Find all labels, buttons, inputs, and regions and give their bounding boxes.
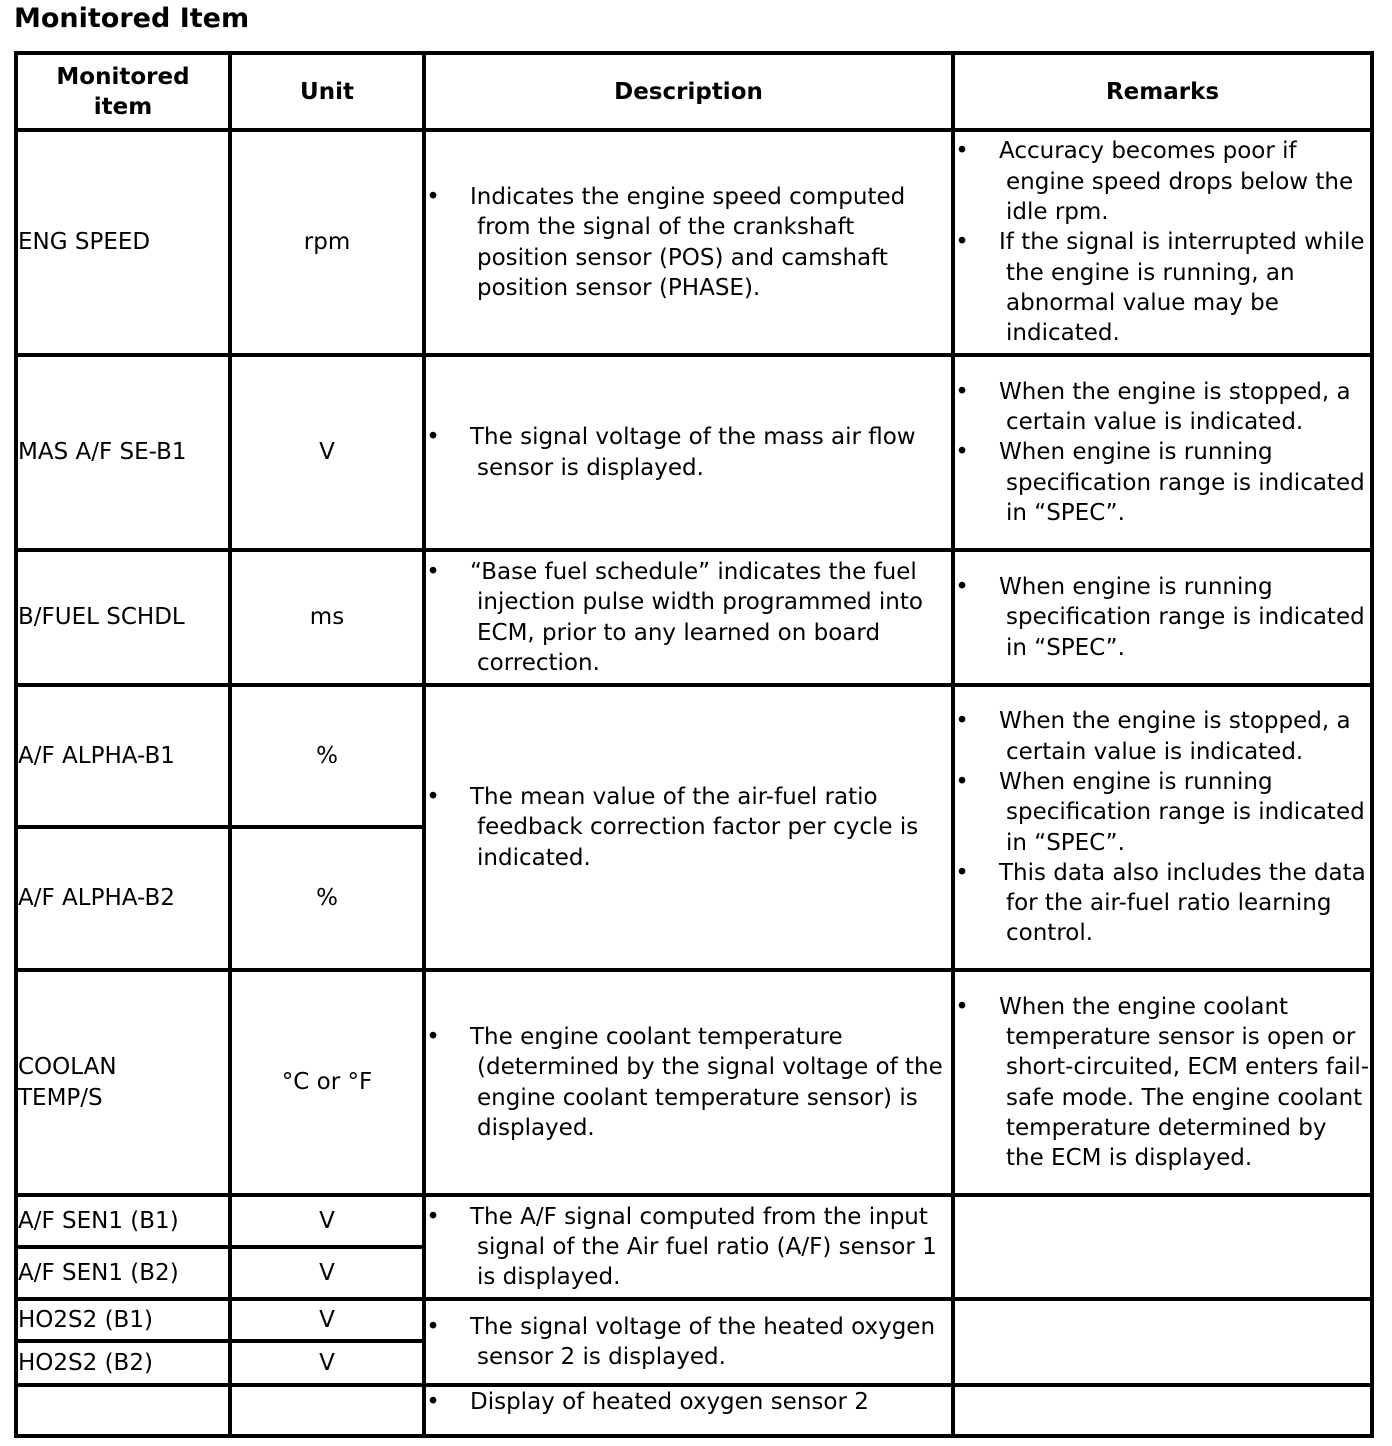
page-title: Monitored Item xyxy=(14,3,250,34)
remarks-cell xyxy=(953,1385,1372,1436)
description-bullet: • The A/F signal computed from the input signal of the Air fuel ratio (A/F) sensor 1 is displayed. xyxy=(426,1202,951,1293)
unit-cell: ms xyxy=(230,550,424,685)
description-bullet: • The engine coolant temperature (determined by the signal voltage of the engine coolant temperature sensor) is displayed. xyxy=(426,1022,951,1143)
unit-cell: V xyxy=(230,355,424,550)
remark-bullet: • If the signal is interrupted while the engine is running, an abnormal value may be indicated. xyxy=(955,227,1370,348)
description-bullet: • The mean value of the air-fuel ratio feedback correction factor per cycle is indicated. xyxy=(426,782,951,873)
table-row-last xyxy=(16,1385,1372,1436)
description-cell xyxy=(424,550,953,685)
remarks-cell xyxy=(953,1299,1372,1385)
remarks-cell xyxy=(953,130,1372,355)
unit-cell: % xyxy=(230,827,424,970)
item-cell: HO2S2 (B1) xyxy=(16,1299,230,1341)
description-bullet: • The signal voltage of the heated oxygen sensor 2 is displayed. xyxy=(426,1312,951,1373)
table-row-af-alpha-b1 xyxy=(16,685,1372,827)
table-row-ho2s2-b1 xyxy=(16,1299,1372,1341)
header-description: Description xyxy=(424,53,953,130)
description-bullet: • The signal voltage of the mass air flow sensor is displayed. xyxy=(426,422,951,483)
item-cell: B/FUEL SCHDL xyxy=(16,550,230,685)
remark-bullet: • When engine is running specification range is indicated in “SPEC”. xyxy=(955,437,1370,528)
item-cell: A/F SEN1 (B1) xyxy=(16,1195,230,1247)
description-bullet: • Display of heated oxygen sensor 2 xyxy=(426,1387,951,1417)
item-line: COOLAN xyxy=(18,1054,117,1081)
table-row-mas-af xyxy=(16,355,1372,550)
unit-cell: V xyxy=(230,1341,424,1385)
description-cell xyxy=(424,1385,953,1436)
remark-bullet: • When engine is running specification range is indicated in “SPEC”. xyxy=(955,572,1370,663)
unit-cell: V xyxy=(230,1247,424,1299)
item-cell: HO2S2 (B2) xyxy=(16,1341,230,1385)
header-unit: Unit xyxy=(230,53,424,130)
unit-cell: V xyxy=(230,1195,424,1247)
item-cell xyxy=(16,1385,230,1436)
description-cell xyxy=(424,355,953,550)
table-row-coolan-temp xyxy=(16,970,1372,1195)
remarks-cell xyxy=(953,355,1372,550)
header-monitored-item: Monitored item xyxy=(16,53,230,130)
item-cell: A/F ALPHA-B1 xyxy=(16,685,230,827)
remark-bullet: • When the engine is stopped, a certain value is indicated. xyxy=(955,377,1370,438)
unit-cell: rpm xyxy=(230,130,424,355)
remark-bullet: • When engine is running specification range is indicated in “SPEC”. xyxy=(955,767,1370,858)
remarks-cell xyxy=(953,685,1372,970)
item-line: TEMP/S xyxy=(18,1084,103,1111)
description-cell xyxy=(424,685,953,970)
description-cell xyxy=(424,1195,953,1299)
description-cell xyxy=(424,130,953,355)
item-cell: ENG SPEED xyxy=(16,130,230,355)
unit-cell: V xyxy=(230,1299,424,1341)
remarks-cell xyxy=(953,970,1372,1195)
table-row-bfuel xyxy=(16,550,1372,685)
item-cell xyxy=(16,970,230,1195)
monitored-item-table xyxy=(14,51,1374,1438)
item-cell: A/F ALPHA-B2 xyxy=(16,827,230,970)
unit-cell: % xyxy=(230,685,424,827)
remark-bullet: • Accuracy becomes poor if engine speed drops below the idle rpm. xyxy=(955,136,1370,227)
unit-cell xyxy=(230,1385,424,1436)
header-remarks: Remarks xyxy=(953,53,1372,130)
description-cell xyxy=(424,1299,953,1385)
item-cell: A/F SEN1 (B2) xyxy=(16,1247,230,1299)
description-bullet: • Indicates the engine speed computed from the signal of the crankshaft position sensor (POS) and camshaft position sensor (PHASE). xyxy=(426,182,951,303)
remark-bullet: • When the engine coolant temperature sensor is open or short-circuited, ECM enters fail-safe mode. The engine coolant temperature determined by the ECM is displayed. xyxy=(955,992,1370,1174)
item-cell: MAS A/F SE-B1 xyxy=(16,355,230,550)
table-row-af-sen1-b1 xyxy=(16,1195,1372,1247)
remarks-cell xyxy=(953,1195,1372,1299)
table-row-eng-speed xyxy=(16,130,1372,355)
remark-bullet: • When the engine is stopped, a certain value is indicated. xyxy=(955,706,1370,767)
description-bullet: • “Base fuel schedule” indicates the fuel injection pulse width programmed into ECM, prior to any learned on board correction. xyxy=(426,557,951,678)
header-row xyxy=(16,53,1372,130)
remarks-cell xyxy=(953,550,1372,685)
description-cell xyxy=(424,970,953,1195)
unit-cell: °C or °F xyxy=(230,970,424,1195)
remark-bullet: • This data also includes the data for the air-fuel ratio learning control. xyxy=(955,858,1370,949)
